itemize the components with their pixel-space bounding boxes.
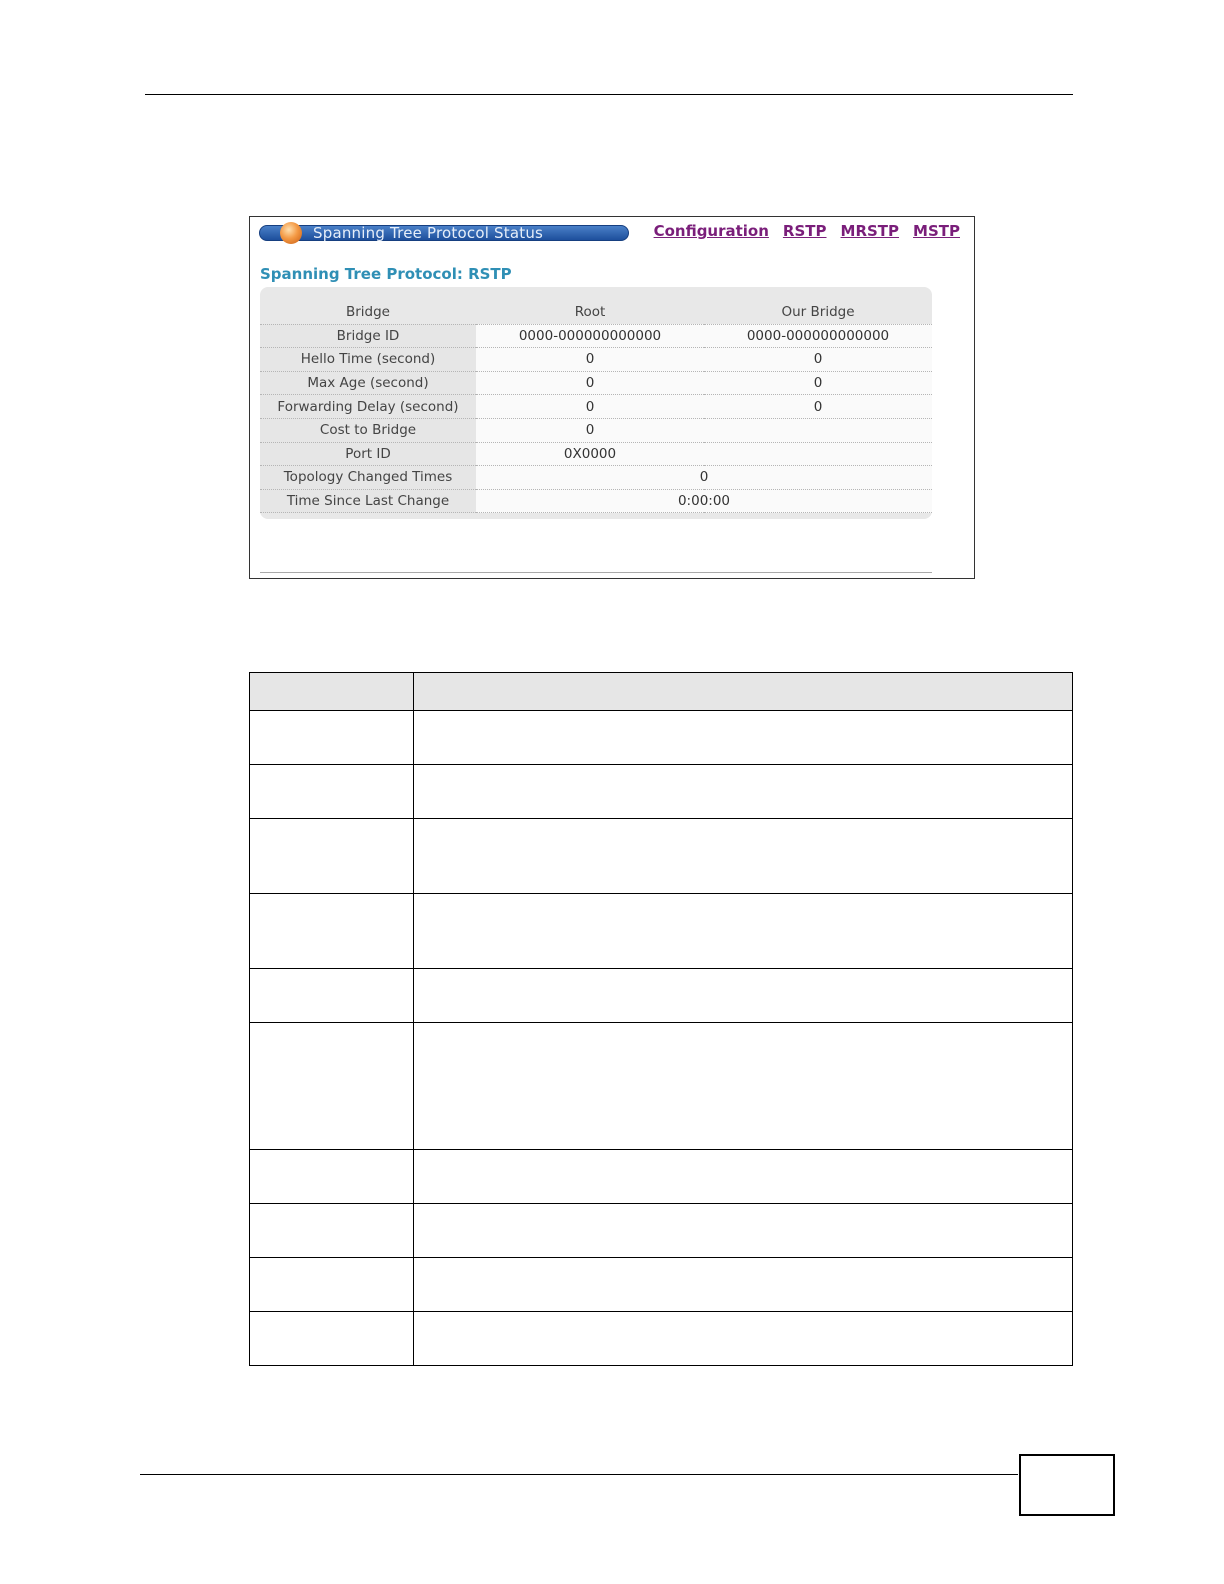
row-label: Max Age (second) [260, 371, 476, 395]
col-header-our-bridge: Our Bridge [704, 301, 932, 324]
row-label: Bridge ID [260, 324, 476, 348]
link-configuration[interactable]: Configuration [653, 222, 769, 240]
label-cell [250, 765, 414, 819]
link-mstp[interactable]: MSTP [913, 222, 960, 240]
row-max-age [260, 371, 932, 395]
label-cell [250, 1204, 414, 1258]
stp-status-screenshot [249, 216, 975, 579]
label-cell [250, 1312, 414, 1366]
our-bridge-value [704, 418, 932, 442]
row-label: Forwarding Delay (second) [260, 395, 476, 419]
row-label: Time Since Last Change [260, 489, 476, 513]
table-row [250, 1023, 1073, 1150]
table-row [250, 969, 1073, 1023]
our-bridge-value: 0 [704, 371, 932, 395]
label-cell [250, 819, 414, 894]
table-row [250, 711, 1073, 765]
status-panel [260, 287, 932, 519]
protocol-heading: Spanning Tree Protocol: RSTP [260, 265, 512, 283]
row-time-since-last-change [260, 489, 932, 513]
header-cell-description [414, 673, 1073, 711]
table-row [250, 1258, 1073, 1312]
description-cell [414, 765, 1073, 819]
shared-value: 0 [476, 466, 932, 490]
our-bridge-value: 0 [704, 348, 932, 372]
description-cell [414, 969, 1073, 1023]
label-cell [250, 1258, 414, 1312]
our-bridge-value: 0000-000000000000 [704, 324, 932, 348]
description-cell [414, 711, 1073, 765]
screen-title: Spanning Tree Protocol Status [313, 224, 544, 242]
our-bridge-value: 0 [704, 395, 932, 419]
our-bridge-value [704, 442, 932, 466]
row-port-id [260, 442, 932, 466]
nav-links [654, 222, 960, 240]
footer-rule [140, 1474, 1018, 1475]
table-row [250, 1150, 1073, 1204]
row-forwarding-delay [260, 395, 932, 419]
row-label: Topology Changed Times [260, 466, 476, 490]
root-value: 0 [476, 348, 704, 372]
status-table [260, 301, 932, 513]
link-rstp[interactable]: RSTP [782, 222, 827, 240]
row-label: Cost to Bridge [260, 418, 476, 442]
root-value: 0 [476, 395, 704, 419]
label-cell [250, 1150, 414, 1204]
header-rule [145, 94, 1073, 95]
row-label: Port ID [260, 442, 476, 466]
description-cell [414, 819, 1073, 894]
table-row [250, 765, 1073, 819]
label-cell [250, 969, 414, 1023]
root-value: 0 [476, 418, 704, 442]
table-row [250, 1204, 1073, 1258]
header-cell-label [250, 673, 414, 711]
description-header-row [250, 673, 1073, 711]
row-bridge-id [260, 324, 932, 348]
page-number-box [1019, 1454, 1115, 1516]
shared-value: 0:00:00 [476, 489, 932, 513]
col-header-bridge: Bridge [260, 301, 476, 324]
status-header-row [260, 301, 932, 324]
label-cell [250, 894, 414, 969]
root-value: 0 [476, 371, 704, 395]
table-row [250, 819, 1073, 894]
description-cell [414, 894, 1073, 969]
title-bar [259, 225, 629, 241]
label-cell [250, 1023, 414, 1150]
link-mrstp[interactable]: MRSTP [840, 222, 900, 240]
row-cost-to-bridge [260, 418, 932, 442]
col-header-root: Root [476, 301, 704, 324]
description-cell [414, 1204, 1073, 1258]
description-table [249, 672, 1073, 1366]
root-value: 0000-000000000000 [476, 324, 704, 348]
description-cell [414, 1023, 1073, 1150]
row-topology-changed-times [260, 466, 932, 490]
table-row [250, 894, 1073, 969]
table-row [250, 1312, 1073, 1366]
description-cell [414, 1312, 1073, 1366]
root-value: 0X0000 [476, 442, 704, 466]
screenshot-bottom-line [260, 572, 932, 573]
label-cell [250, 711, 414, 765]
description-cell [414, 1258, 1073, 1312]
row-label: Hello Time (second) [260, 348, 476, 372]
orange-ball-icon [280, 222, 302, 244]
description-cell [414, 1150, 1073, 1204]
row-hello-time [260, 348, 932, 372]
